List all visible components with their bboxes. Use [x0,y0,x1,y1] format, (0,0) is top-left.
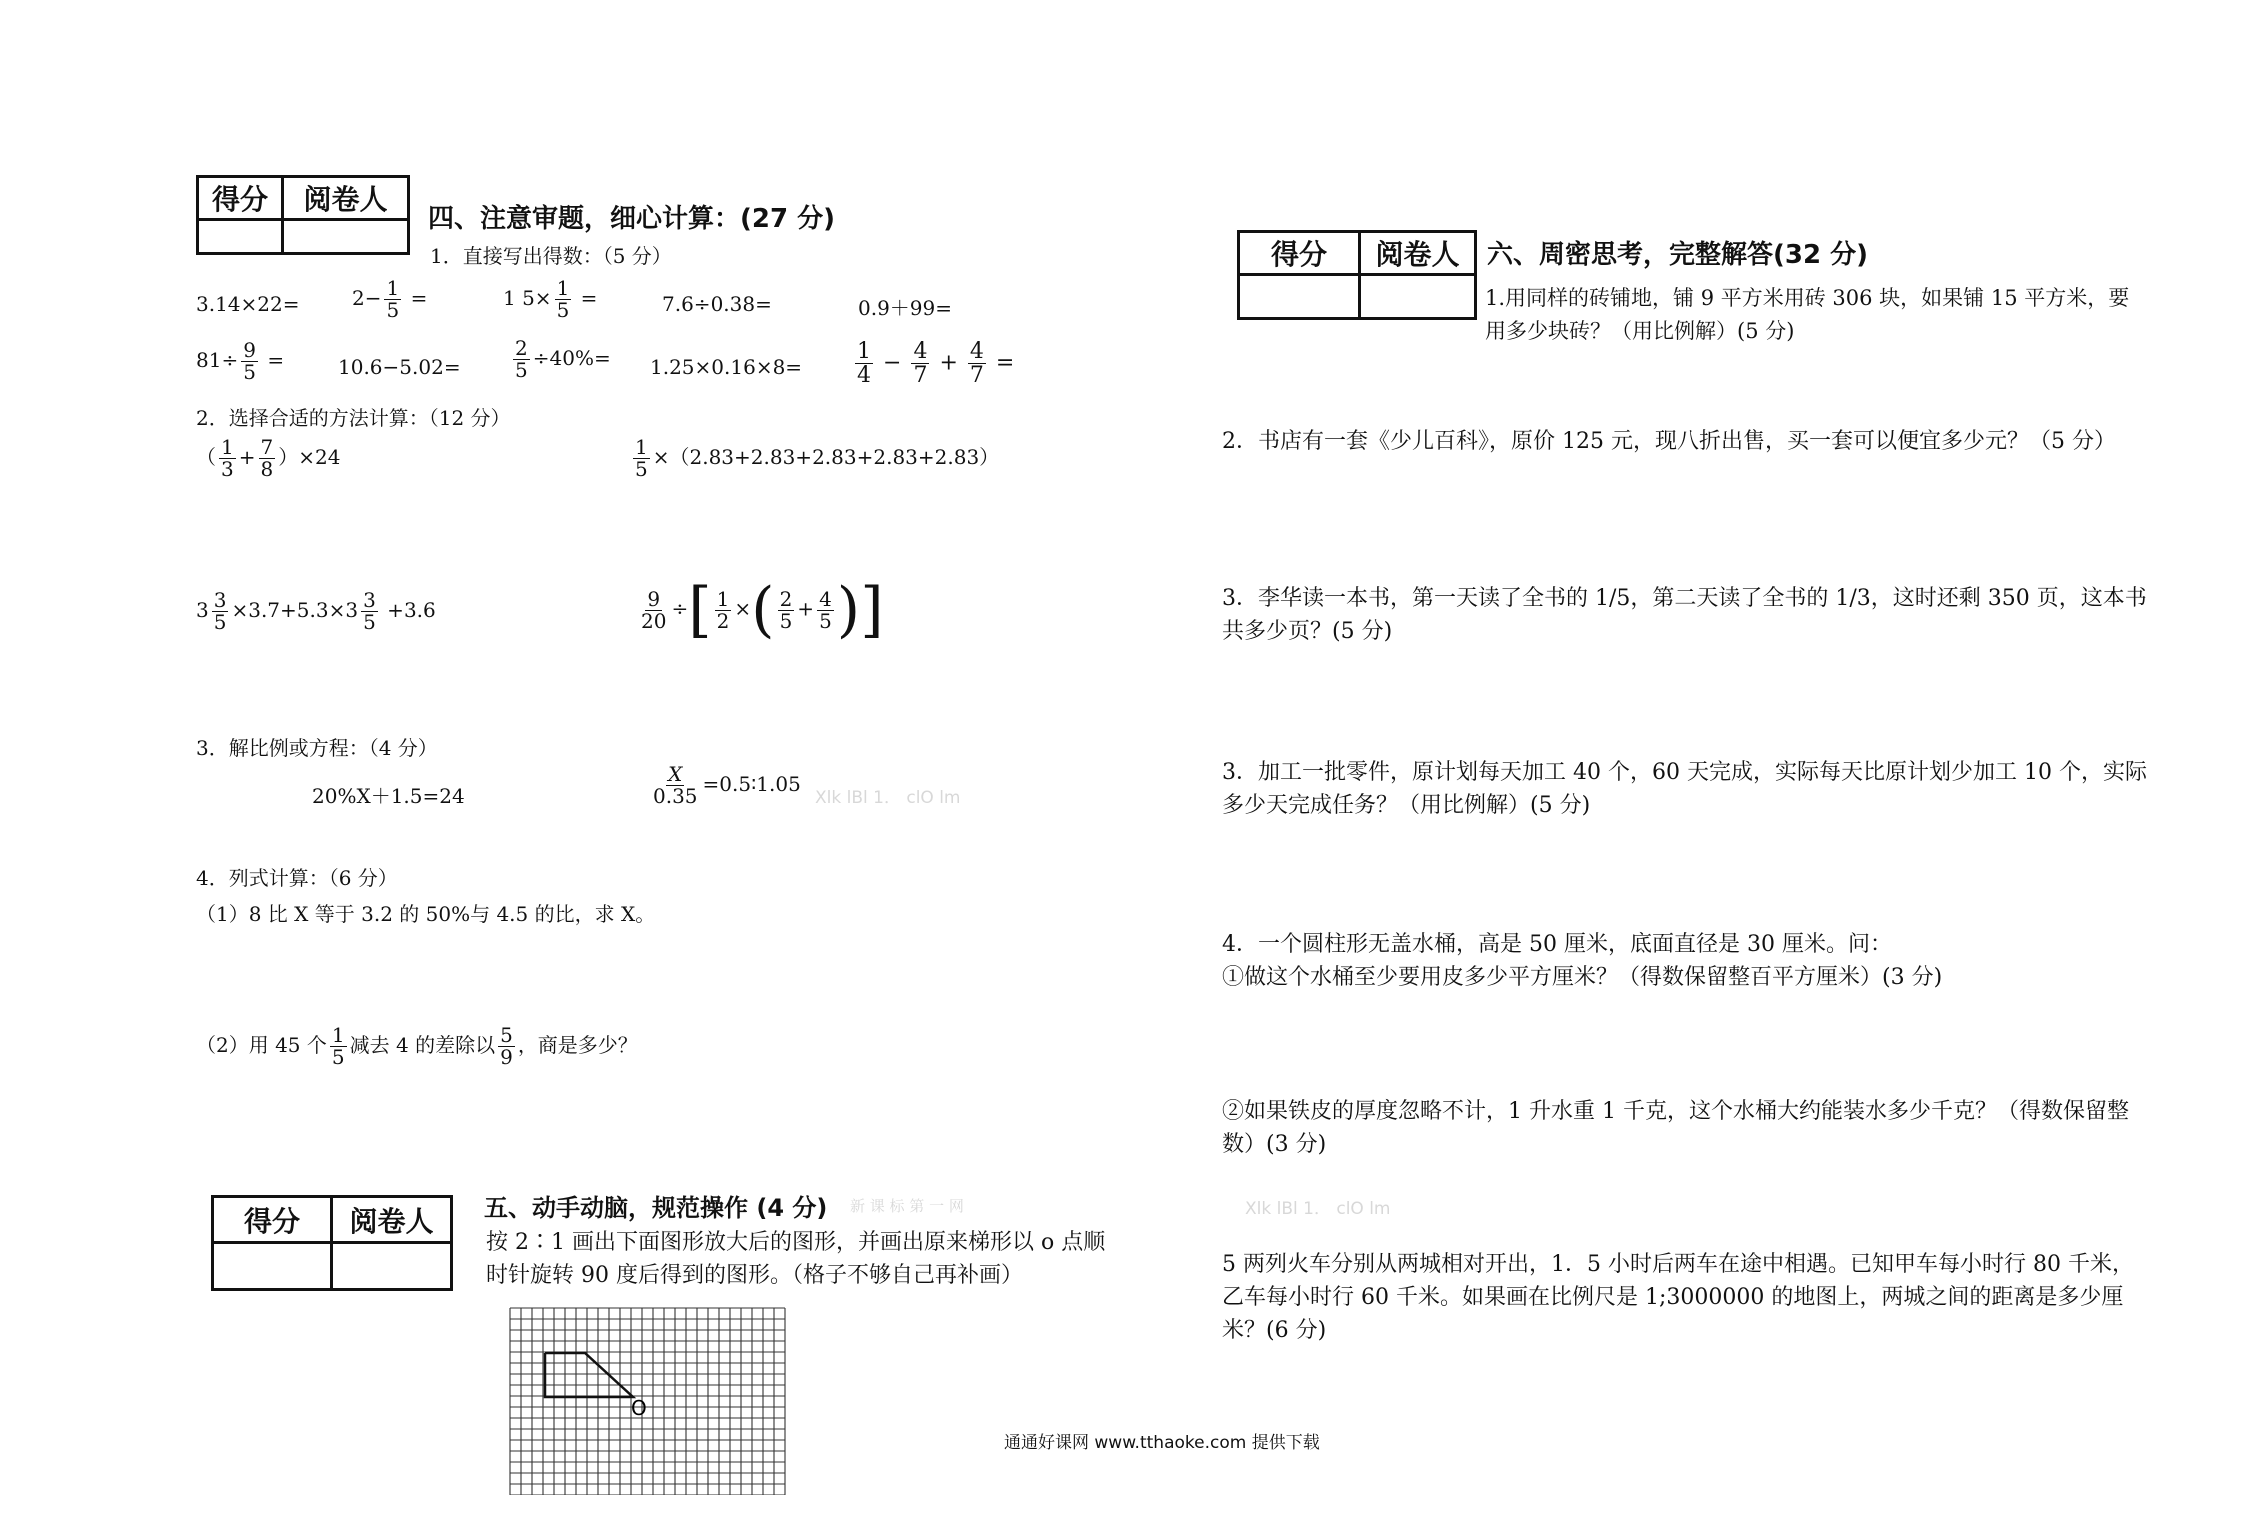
sec6-q4-part2: ②如果铁皮的厚度忽略不计，1 升水重 1 千克，这个水桶大约能装水多少千克？（得数保留整数）(3 分) [1222,1099,2129,1157]
section-4-title: 四、注意审题，细心计算：(27 分) [428,204,835,234]
faint-watermark-2: 新 课 标 第 一 网 [850,1197,964,1215]
grader-cell[interactable] [283,220,409,254]
q1-row2-item-a: 81÷ $\frac{9}{5}$ = [196,338,285,384]
section-6-title: 六、周密思考，完整解答(32 分) [1487,240,1868,270]
grader-header: 阅卷人 [332,1197,452,1243]
q3-equation-a: 20%X＋1.5=24 [312,784,465,808]
grader-cell[interactable] [332,1243,452,1290]
q2-expr-a: （ $\frac{1}{3}$ + $\frac{7}{8}$ ）×24 [196,435,341,481]
sec5-instruction-line2: 时针旋转 90 度后得到的图形。（格子不够自己再补画） [486,1263,1023,1288]
q1-row1-item-b: 2− $\frac{1}{5}$ = [352,276,428,322]
score-box-sec6 [1237,230,1477,320]
score-cell[interactable] [198,220,283,254]
score-header: 得分 [1239,232,1360,275]
grader-header: 阅卷人 [283,177,409,220]
q3-equation-b: $\frac{X}{0.35}$ =0.5∶1.05 [653,762,801,808]
q4-title: 4．列式计算：（6 分） [196,866,398,890]
q3-title: 3．解比例或方程：（4 分） [196,736,438,760]
q2-title: 2．选择合适的方法计算：（12 分） [196,406,511,430]
q2-expr-b: $\frac{1}{5}$ ×（2.83+2.83+2.83+2.83+2.83） [635,435,1000,481]
faint-watermark-3: Xlk lBl 1． clO lm [1245,1199,1391,1219]
q1-row2-item-d: 1.25×0.16×8= [650,355,803,379]
sec6-q1: 1.用同样的砖铺地，铺 9 平方米用砖 306 块，如果铺 15 平方米，要用多少块砖？（用比例解）(5 分) [1485,286,2130,343]
sec6-q5: 5 两列火车分别从两城相对开出，1．5 小时后两车在途中相遇。已知甲车每小时行 80 千米，乙车每小时行 60 千米。如果画在比例尺是 1;3000000 的地图上，两城之间的距离是多少厘米？(6 分) [1222,1252,2134,1343]
faint-watermark-1: Xlk lBl 1． clO lm [815,788,961,808]
q4-item-2: （2）用 45 个 $\frac{1}{5}$ 减去 4 的差除以 $\frac{5}{9}$ ，商是多少？ [196,1023,638,1069]
score-box-sec4 [196,175,410,255]
footer-source: 通通好课网 www.tthaoke.com 提供下载 [1004,1433,1320,1453]
q2-expr-d: $\frac{9}{20}$ ÷[ $\frac{1}{2}$ ×( $\frac{2}{5}$ + $\frac{4}{5}$ )] [641,575,884,645]
q1-row1-item-c: 1 5× $\frac{1}{5}$ = [503,276,598,322]
section-5-title: 五、动手动脑，规范操作 (4 分) [484,1194,828,1222]
q1-row2-item-e: $\frac{1}{4}$ − $\frac{4}{7}$ + $\frac{4}{7}$ = [857,339,1015,389]
rotation-point-label: O [631,1396,647,1420]
sec6-q4-part1: ①做这个水桶至少要用皮多少平方厘米？（得数保留整百平方厘米）(3 分) [1222,965,1943,990]
sec6-q3a: 3．李华读一本书，第一天读了全书的 1/5，第二天读了全书的 1/3，这时还剩 350 页，这本书共多少页？(5 分) [1222,586,2147,644]
score-cell[interactable] [213,1243,332,1290]
q1-row1-item-e: 0.9＋99= [858,296,953,320]
sec5-instruction-line1: 按 2∶1 画出下面图形放大后的图形，并画出原来梯形以 o 点顺 [486,1230,1106,1255]
grader-header: 阅卷人 [1360,232,1476,275]
score-box-sec5 [211,1195,453,1291]
sec6-q4: 4．一个圆柱形无盖水桶，高是 50 厘米，底面直径是 30 厘米。问： [1222,932,1892,957]
sec6-q2: 2．书店有一套《少儿百科》，原价 125 元，现八折出售，买一套可以便宜多少元？（5 分） [1222,429,2116,454]
q1-row2-item-b: 10.6−5.02= [338,355,461,379]
score-cell[interactable] [1239,275,1360,319]
score-header: 得分 [198,177,283,220]
q2-expr-c: 3 $\frac{3}{5}$ ×3.7+5.3×3 $\frac{3}{5}$ +3.6 [196,588,436,634]
q4-item-1: （1）8 比 X 等于 3.2 的 50%与 4.5 的比，求 X。 [196,902,656,926]
grader-cell[interactable] [1360,275,1476,319]
score-header: 得分 [213,1197,332,1243]
q1-title: 1．直接写出得数：（5 分） [430,244,672,268]
drawing-grid[interactable] [505,1305,795,1495]
q1-row2-item-c: $\frac{2}{5}$ ÷40%= [515,336,611,382]
sec6-q3b: 3．加工一批零件，原计划每天加工 40 个，60 天完成，实际每天比原计划少加工 10 个，实际多少天完成任务？（用比例解）(5 分) [1222,760,2147,818]
q1-row1-item-d: 7.6÷0.38= [662,292,772,316]
q1-row1-item-a: 3.14×22= [196,292,300,316]
